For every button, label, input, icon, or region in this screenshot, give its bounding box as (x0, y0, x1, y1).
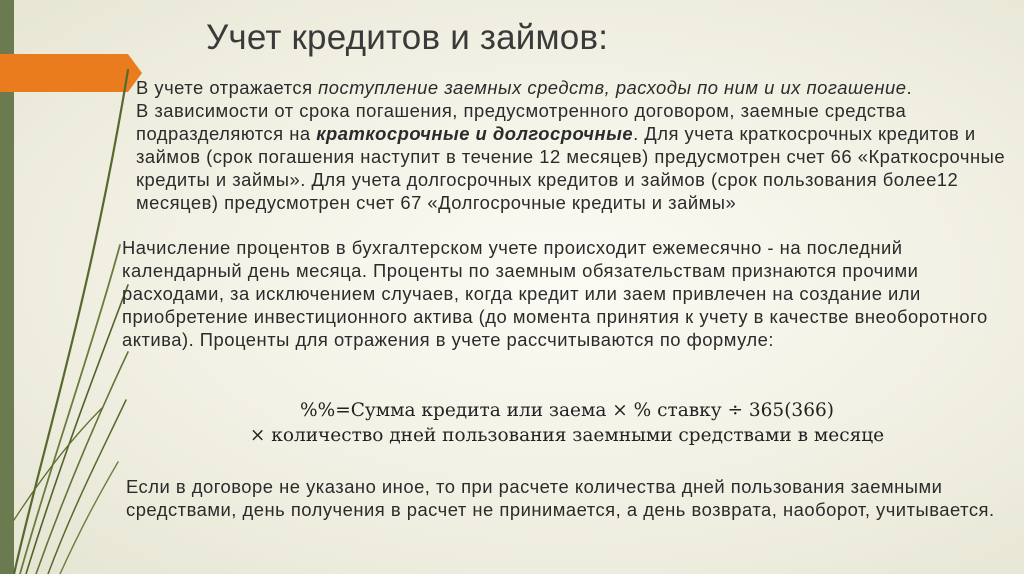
paragraph-classification (136, 99, 1016, 214)
intro-text-start: В учете отражается (136, 77, 319, 98)
classification-text-end: . Для учета краткосрочных кредитов и займов (срок погашения наступит в течение 12 месяцев) предусмотрен счет 66 «Краткосрочные кредиты и займы». Для учета долгосрочных кредитов и займов (срок пользования более12 месяцев) предусмотрен счет 67 «Долгосрочные кредиты и займы» (136, 123, 1006, 213)
paragraph-days-count: Если в договоре не указано иное, то при расчете количества дней пользования заемными средствами, день получения в расчет не принимается, а день возврата, наоборот, учитывается. (126, 476, 995, 520)
intro-text-end: . (906, 77, 913, 98)
orange-arrow (0, 54, 142, 92)
slide-title: Учет кредитов и займов: (206, 18, 609, 57)
paragraph-interest: Начисление процентов в бухгалтерском учете происходит ежемесячно - на последний календарный день месяца. Проценты по заемным обязательствам признаются прочими расходами, за исключением случаев, когда кредит или заем привлечен на создание или приобретение инвестиционного актива (до момента принятия к учету в качестве внеоборотного актива). Проценты для отражения в учете рассчитываются по формуле: (122, 237, 988, 350)
paragraph-intro (136, 76, 1016, 99)
interest-formula (150, 398, 984, 448)
intro-text-italic: поступление заемных средств, расходы по ним и их погашение (318, 77, 907, 98)
classification-emphasis: краткосрочные и долгосрочные (316, 123, 634, 144)
grass-lines (14, 70, 128, 574)
formula-line-2: × количество дней пользования заемными средствами в месяце (249, 425, 885, 446)
classification-text-start: В зависимости от срока погашения, предусмотренного договором, заемные средства подразделяются на (136, 100, 907, 144)
formula-line-1: %%=Сумма кредита или заема × % ставку ÷ 365(366) (300, 400, 834, 421)
